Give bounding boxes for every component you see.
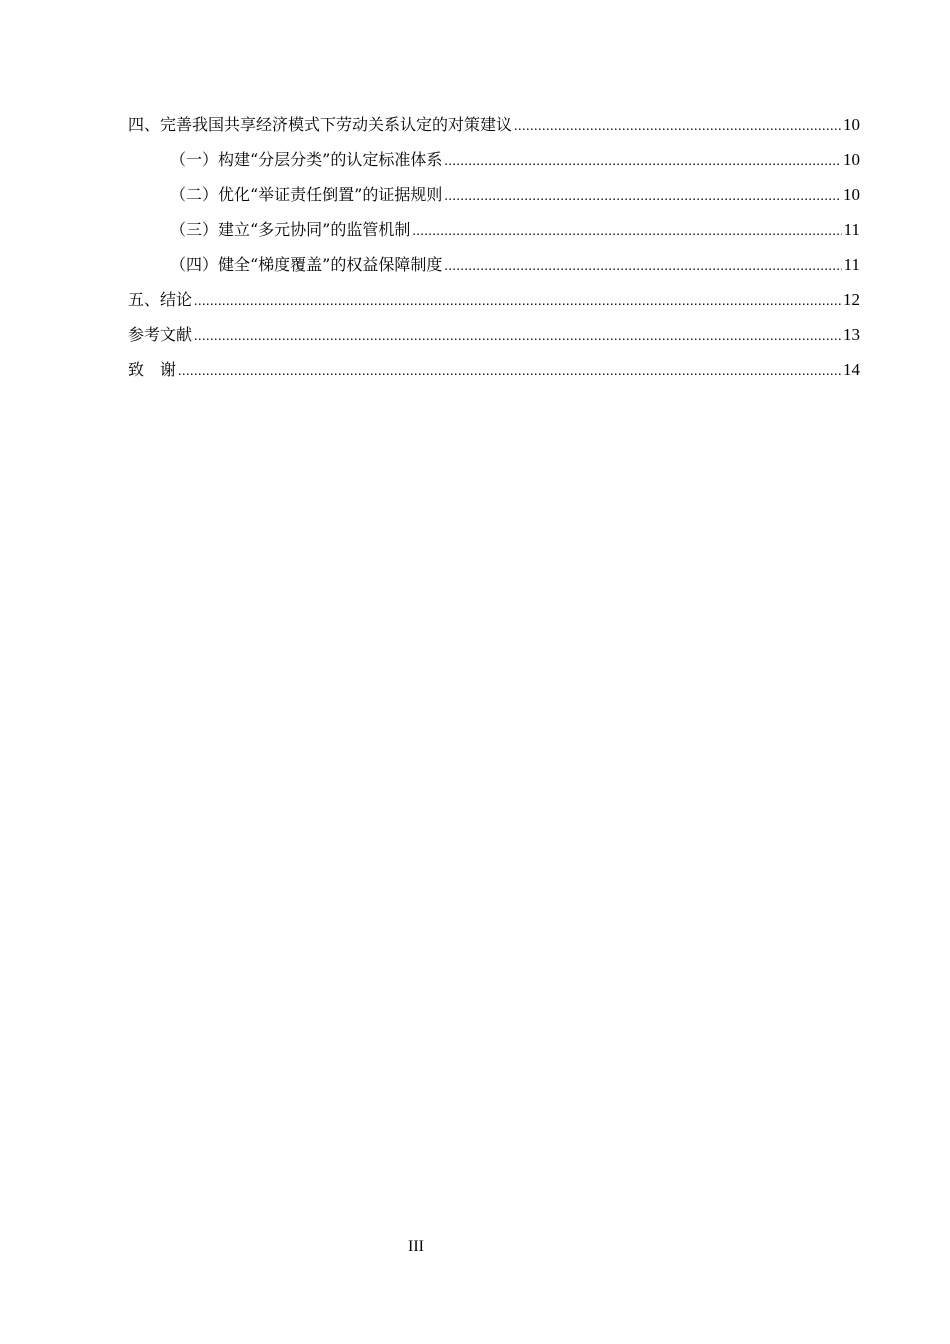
- toc-entry-page: 11: [843, 220, 860, 239]
- toc-entry[interactable]: [128, 112, 860, 147]
- toc-dot-leader: [444, 254, 841, 280]
- toc-entry[interactable]: [128, 147, 860, 182]
- toc-dot-leader: [514, 114, 841, 140]
- toc-dot-leader: [194, 289, 841, 315]
- toc-entry[interactable]: [128, 182, 860, 217]
- toc-entry-page: 10: [843, 115, 860, 134]
- toc-entry-title: 致 谢: [128, 360, 177, 379]
- toc-entry[interactable]: [128, 322, 860, 357]
- toc-entry[interactable]: [128, 217, 860, 252]
- toc-entry-page: 10: [843, 150, 860, 169]
- toc-entry-page: 12: [843, 290, 860, 309]
- toc-entry-title: 四、完善我国共享经济模式下劳动关系认定的对策建议: [128, 115, 513, 134]
- toc-entry-page: 10: [843, 185, 860, 204]
- toc-entry-title: 参考文献: [128, 325, 193, 344]
- toc-dot-leader: [444, 184, 841, 210]
- toc-entry[interactable]: [128, 287, 860, 322]
- table-of-contents: [128, 112, 860, 392]
- toc-dot-leader: [444, 149, 841, 175]
- page-number: III: [408, 1238, 424, 1255]
- toc-entry-title: （三）建立“多元协同”的监管机制: [170, 220, 411, 239]
- toc-entry-page: 14: [843, 360, 860, 379]
- toc-entry-title: （二）优化“举证责任倒置”的证据规则: [170, 185, 443, 204]
- toc-entry[interactable]: [128, 357, 860, 392]
- toc-entry-title: （四）健全“梯度覆盖”的权益保障制度: [170, 255, 443, 274]
- toc-dot-leader: [412, 219, 841, 245]
- toc-dot-leader: [178, 359, 841, 385]
- toc-entry-page: 11: [843, 255, 860, 274]
- toc-entry-title: （一）构建“分层分类”的认定标准体系: [170, 150, 443, 169]
- toc-entry-title: 五、结论: [128, 290, 193, 309]
- toc-entry-page: 13: [843, 325, 860, 344]
- toc-dot-leader: [194, 324, 841, 350]
- toc-entry[interactable]: [128, 252, 860, 287]
